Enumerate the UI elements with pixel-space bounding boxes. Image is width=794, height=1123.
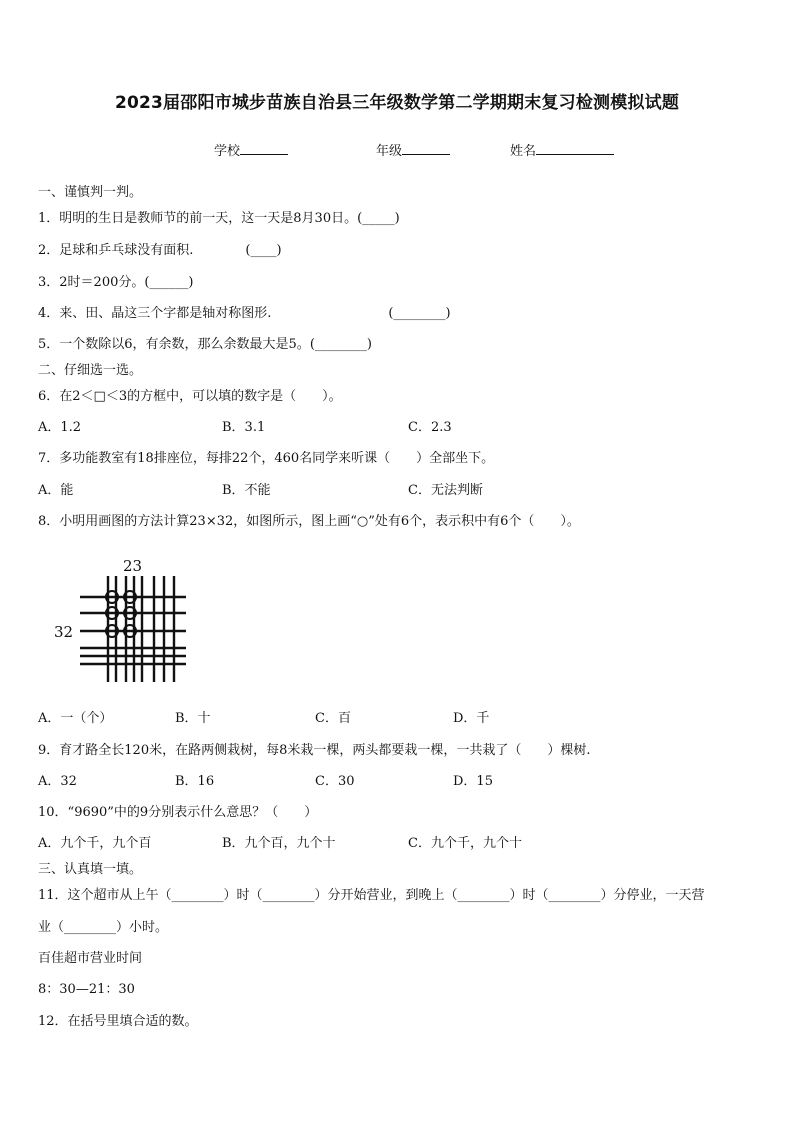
question-11-line-2: 业（________）小时。 bbox=[38, 920, 169, 935]
q10-option-a: A．九个千，九个百 bbox=[38, 836, 152, 851]
section-1-heading: 一、谨慎判一判。 bbox=[38, 185, 143, 200]
diagram-left-label: 32 bbox=[54, 623, 74, 641]
question-12: 12．在括号里填合适的数。 bbox=[38, 1014, 198, 1029]
diagram-top-label: 23 bbox=[123, 557, 143, 575]
q6-option-b: B．3.1 bbox=[222, 420, 266, 435]
question-6: 6．在2＜□＜3的方框中，可以填的数字是（ ）。 bbox=[38, 389, 342, 404]
supermarket-hours-caption: 百佳超市营业时间 bbox=[38, 951, 143, 966]
question-4: 4．来、田、晶这三个字都是轴对称图形. (________) bbox=[38, 306, 451, 321]
school-label: 学校 bbox=[214, 144, 241, 159]
question-10: 10．“9690”中的9分别表示什么意思？（ ） bbox=[38, 805, 318, 820]
q7-option-b: B．不能 bbox=[222, 483, 271, 498]
question-5: 5．一个数除以6，有余数，那么余数最大是5。(________) bbox=[38, 337, 372, 352]
q8-option-d: D．千 bbox=[453, 711, 490, 726]
q10-option-b: B．九个百，九个十 bbox=[222, 836, 336, 851]
supermarket-hours-time: 8：30—21：30 bbox=[38, 982, 135, 997]
section-3-heading: 三、认真填一填。 bbox=[38, 862, 143, 877]
school-field bbox=[214, 140, 288, 159]
page-title: 2023届邵阳市城步苗族自治县三年级数学第二学期期末复习检测模拟试题 bbox=[114, 93, 680, 113]
q9-option-a: A．32 bbox=[38, 774, 77, 789]
name-blank[interactable] bbox=[536, 142, 614, 155]
question-11-line-1: 11．这个超市从上午（________）时（________）分开始营业，到晚上（________）时（________）分停业，一天营 bbox=[38, 888, 705, 903]
question-1: 1．明明的生日是教师节的前一天，这一天是8月30日。(_____) bbox=[38, 211, 400, 226]
name-field bbox=[510, 140, 614, 159]
q6-option-a: A．1.2 bbox=[38, 420, 82, 435]
grade-blank[interactable] bbox=[402, 142, 450, 155]
section-2-heading: 二、仔细选一选。 bbox=[38, 363, 143, 378]
q9-option-d: D．15 bbox=[453, 774, 493, 789]
question-9: 9．育才路全长120米，在路两侧栽树，每8米栽一棵，两头都要栽一棵，一共栽了（ ）棵树. bbox=[38, 743, 591, 758]
question-2: 2．足球和乒乓球没有面积. (____) bbox=[38, 243, 282, 258]
q6-option-c: C．2.3 bbox=[408, 420, 452, 435]
q9-option-b: B．16 bbox=[175, 774, 215, 789]
question-3: 3．2时＝200分。(______) bbox=[38, 275, 194, 290]
grade-label: 年级 bbox=[376, 144, 403, 159]
question-8: 8．小明用画图的方法计算23×32，如图所示，图上画“○”处有6个，表示积中有6个（ ）。 bbox=[38, 514, 580, 529]
q9-option-c: C．30 bbox=[315, 774, 355, 789]
question-7: 7．多功能教室有18排座位，每排22个，460名同学来听课（ ）全部坐下。 bbox=[38, 451, 495, 466]
q8-option-a: A．一（个） bbox=[38, 711, 113, 726]
q10-option-c: C．九个千，九个十 bbox=[408, 836, 522, 851]
q8-option-b: B．十 bbox=[175, 711, 211, 726]
q7-option-a: A．能 bbox=[38, 483, 74, 498]
name-label: 姓名 bbox=[510, 144, 537, 159]
multiplication-line-diagram bbox=[50, 552, 200, 688]
q8-option-c: C．百 bbox=[315, 711, 351, 726]
q7-option-c: C．无法判断 bbox=[408, 483, 483, 498]
grade-field bbox=[376, 140, 450, 159]
school-blank[interactable] bbox=[240, 142, 288, 155]
